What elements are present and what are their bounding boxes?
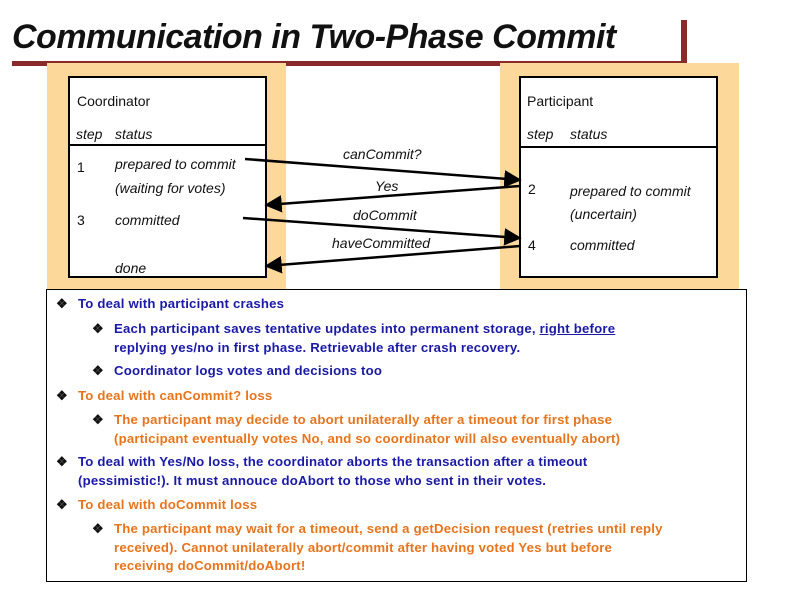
diamond-bullet-icon: ❖ [92, 412, 104, 427]
diamond-bullet-icon: ❖ [92, 521, 104, 536]
participant-status-4: committed [570, 237, 635, 253]
coordinator-note-1: (waiting for votes) [115, 180, 226, 196]
page-title: Communication in Two-Phase Commit [12, 18, 616, 56]
arrow-yes [266, 186, 520, 205]
participant-status-2: prepared to commit [570, 183, 691, 199]
coordinator-status-done: done [115, 260, 147, 276]
arrow-docommit [243, 218, 520, 238]
message-docommit: doCommit [353, 207, 417, 223]
arrow-cancommit [245, 159, 520, 180]
diamond-bullet-icon: ❖ [56, 497, 68, 512]
diamond-bullet-icon: ❖ [56, 454, 68, 469]
message-cancommit: canCommit? [343, 146, 422, 162]
arrow-havecommitted [266, 246, 520, 266]
bullet-yes-no-loss: ❖ To deal with Yes/No loss, the coordinator aborts the transaction after a timeout (pessimistic!). It must annouce doAbort to those who sent in their votes. [56, 454, 588, 488]
sub-bullet-abort-unilaterally: ❖ The participant may decide to abort unilaterally after a timeout for first phase (participant eventually votes No, and so coordinator will also eventually abort) [92, 412, 621, 446]
message-havecommitted: haveCommitted [332, 235, 431, 251]
sub-bullet-continuation: replying yes/no in first phase. Retrievable after crash recovery. [114, 339, 521, 355]
diamond-bullet-icon: ❖ [56, 296, 68, 311]
participant-header: Participant [527, 93, 594, 109]
bullet-participant-crashes: ❖ To deal with participant crashes [56, 295, 736, 314]
sub-bullet-text: Each participant saves tentative updates into permanent storage, [114, 321, 540, 336]
coordinator-col-step: step [76, 126, 103, 142]
bullet-docommit-loss: ❖ To deal with doCommit loss [56, 496, 736, 515]
message-yes: Yes [375, 178, 399, 194]
diamond-bullet-icon: ❖ [92, 363, 104, 378]
diamond-bullet-icon: ❖ [92, 321, 104, 336]
participant-note-2: (uncertain) [570, 206, 637, 222]
coordinator-status-1: prepared to commit [115, 156, 236, 172]
emphasis-right-before: right before [539, 321, 616, 336]
coordinator-col-status: status [115, 126, 153, 142]
sub-bullet-tentative-updates [92, 320, 740, 357]
coordinator-step-3: 3 [77, 212, 85, 228]
participant-col-status: status [570, 126, 608, 142]
diamond-bullet-icon: ❖ [56, 388, 68, 403]
participant-step-4: 4 [528, 237, 536, 253]
coordinator-step-1: 1 [77, 159, 85, 175]
participant-step-2: 2 [528, 181, 536, 197]
sub-bullet-wait-for-timeout: ❖ The participant may wait for a timeout, send a getDecision request (retries until reply received). Cannot unilaterally abort/commit after having voted Yes but before receiving doCommit/doAbort! [92, 521, 663, 573]
coordinator-status-3: committed [115, 212, 180, 228]
coordinator-header: Coordinator [77, 93, 151, 109]
bullet-cancommit-loss: ❖ To deal with canCommit? loss [56, 387, 736, 406]
sub-bullet-coordinator-logs: ❖ Coordinator logs votes and decisions too [92, 362, 740, 381]
participant-col-step: step [527, 126, 554, 142]
